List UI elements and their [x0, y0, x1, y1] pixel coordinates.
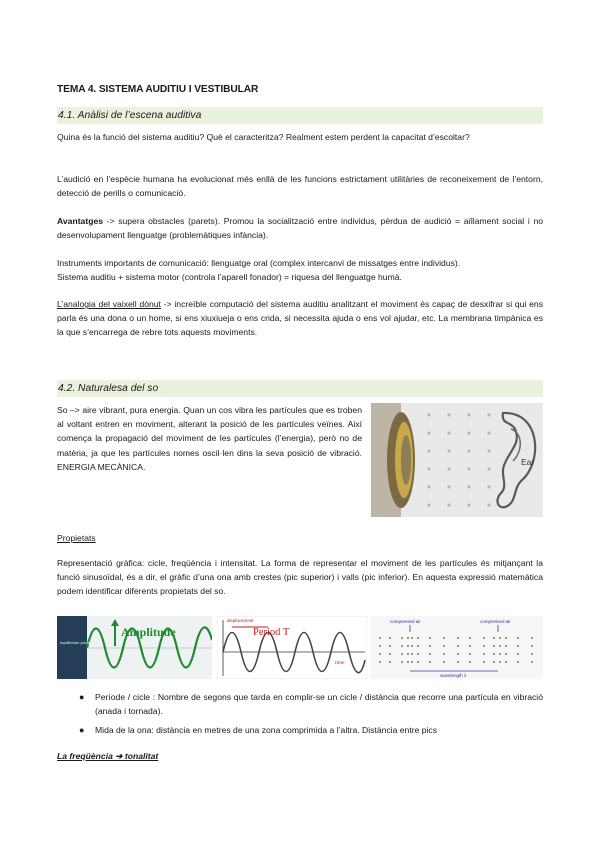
list-item — [57, 723, 543, 737]
compressed-air-right-label: compressed air — [480, 619, 511, 624]
document-title: TEMA 4. SISTEMA AUDITIU I VESTIBULAR — [57, 84, 259, 95]
avantatges-text: -> supera obstacles (parets). Promou la socialització entre individus, pèrdua de audició = aïllament social i no desenvolupament llenguatge (problemàtiques infància). — [57, 216, 543, 241]
amplitude-label: Amplitude — [121, 625, 176, 639]
analogia-label: L’analogia del vaixell dònut — [57, 299, 161, 309]
propietats-heading — [57, 531, 543, 545]
equilibrium-label: equilibrium position — [60, 640, 95, 645]
propietats-label: Propietats — [57, 533, 96, 543]
list-item — [57, 690, 543, 718]
bullet-icon: ● — [79, 725, 85, 736]
line: Instruments importants de comunicació: llenguatge oral (complex intercanvi de missatges entre individus). — [57, 258, 461, 268]
amplitude-figure — [57, 616, 212, 679]
paragraph-so: So –> aire vibrant, pura energia. Quan un cos vibra les partícules que es troben al voltant entren en moviment, alterant la posició de les partícules veïnes. Així comença la propagació del moviment de les partícules (l’energia), però no de matèria, ja que les partícules nomes oscil·len dins la seva posició de vibració. ENERGIA MECÀNICA. — [57, 405, 362, 472]
paragraph-representacio: Representació gràfica: cicle, freqüència i intensitat. La forma de representar el moviment de les partícules és mitjançant la funció sinusoïdal, és a dir, el gràfic d’una ona amb crestes (pic superior) i valls (pic inferior). En aquesta expressió matemàtica podem identificar diferents propietats del so. — [57, 558, 543, 597]
bullet-list — [57, 690, 543, 738]
avantatges-label: Avantatges — [57, 216, 104, 226]
paragraph: Quina és la funció del sistema auditiu? Què el caracteritza? Realment estem perdent la capacitat d’escoltar? — [57, 132, 470, 142]
list-item-text: Mida de la ona: distància en metres de una zona comprimida a l’altra. Distància entre pics — [95, 725, 438, 736]
paragraph: L’audició en l’espècie humana ha evolucionat més enllà de les funcions estrictament utilitàries de reconeixement de l’entorn, detecció de perills o comunicació. — [57, 174, 543, 199]
time-label: time — [335, 660, 345, 666]
paragraph-analogia — [57, 297, 543, 340]
paragraph — [57, 256, 543, 284]
wavelength-figure — [370, 616, 543, 679]
bullet-icon: ● — [79, 692, 85, 702]
compressed-air-left-label: compressed air — [390, 619, 421, 624]
section-heading-4-1: 4.1. Anàlisi de l’escena auditiva — [57, 107, 543, 124]
speaker-ear-figure — [371, 403, 543, 517]
frequency-subheading: La freqüència ➔ tonalitat — [57, 751, 159, 761]
list-item-text: Període / cicle : Nombre de segons que tarda en complir-se un cicle / distància que recorre una partícula en vibració (anada i tornada). — [95, 692, 543, 717]
period-figure — [217, 616, 367, 679]
period-label: Period T — [253, 627, 290, 638]
speaker-ear-illustration — [371, 403, 543, 517]
line: Sistema auditiu + sistema motor (controla l’aparell fonador) = riquesa del llenguatge humà. — [57, 272, 402, 283]
ear-label: Ear — [521, 457, 535, 467]
paragraph-avantatges — [57, 214, 543, 242]
analogia-text: -> increïble computació del sistema auditiu analitzant el moviment és capaç de desxifrar si qui ens parla és una dona o un home, si ens xiuxiueja o ens crida, si necessita ajuda o ens vol ajudar, etc. La membrana timpànica es la que s’encarrega de rebre tots aquests moviments. — [57, 299, 544, 338]
section-heading-4-2: 4.2. Naturalesa del so — [57, 380, 543, 397]
wavelength-label: wavelength λ — [440, 673, 467, 678]
displacement-label: displacement — [227, 618, 254, 623]
